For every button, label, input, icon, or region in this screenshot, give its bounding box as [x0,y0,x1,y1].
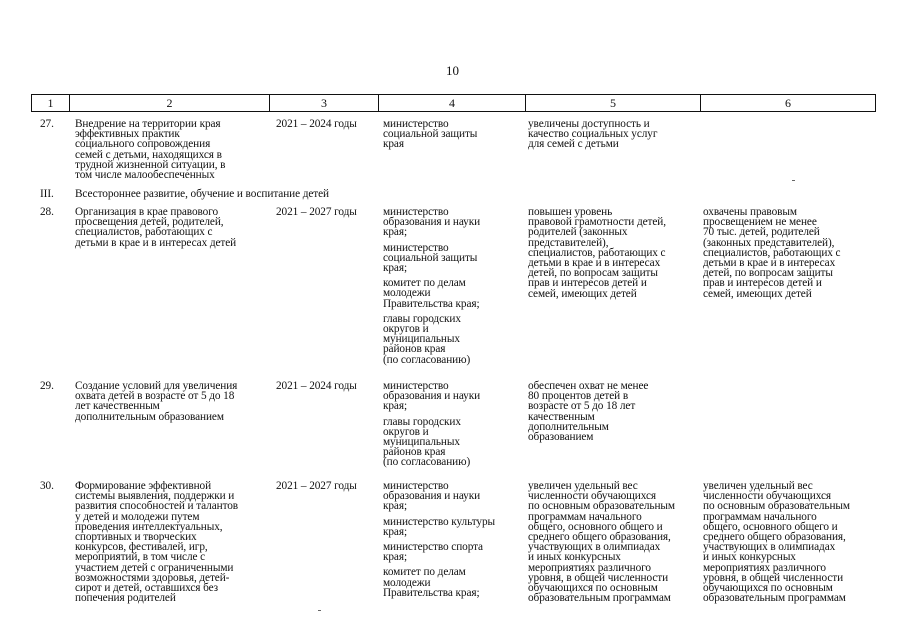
executor-entry: комитет по делам молодежи Правительства края; [383,566,480,599]
row-30-indicator: увеличен удельный вес численности обучающихся по основным образовательным программам начального общего, основного общего и среднего общего образования, участвующих в олимпиадах и иных конкурсных мероприятиях различного уровня, в общей численности обучающихся по основным образовательным программам [703,480,850,605]
page-number: 10 [446,63,459,78]
executor-entry: министерство образования и науки края; [383,206,481,239]
row-29-period: 2021 – 2024 годы [276,380,357,392]
executor-entry: министерство образования и науки края; [383,380,481,413]
row-29-result: обеспечен охват не менее 80 процентов детей в возрасте от 5 до 18 лет качественным дополнительным образованием [528,380,649,444]
row-29-number: 29. [40,380,54,392]
executor-entry: главы городских округов и муниципальных районов края (по согласованию) [383,415,471,469]
row-28-executors [383,207,480,370]
row-30-result: увеличен удельный вес численности обучающихся по основным образовательным программам начального общего, основного общего и среднего общего образования, участвующих в олимпиадах и иных конкурсных мероприятиях различного уровня, в общей численности обучающихся по основным образовательным программам [528,480,675,605]
header-col-5: 5 [526,95,701,111]
executor-entry: министерство культуры края; [383,515,495,538]
row-29-title: Создание условий для увеличения охвата детей в возрасте от 5 до 18 лет качественным дополнительным образованием [75,380,238,423]
section-3-title: Всестороннее развитие, обучение и воспитание детей [75,188,330,200]
row-27-number: 27. [40,118,54,130]
section-3-number: III. [40,188,54,200]
executor-entry: министерство социальной защиты края [383,118,478,151]
row-28-indicator: охвачены правовым просвещением не менее 70 тыс. детей, родителей (законных представителей), специалистов, работающих с детьми в крае и в интересах детей, по вопросам защиты прав и интересов детей и семей, имеющих детей [703,206,841,300]
executor-entry: комитет по делам молодежи Правительства края; [383,277,480,310]
table-header-row [31,94,876,112]
row-28-period: 2021 – 2027 годы [276,206,357,218]
header-col-1: 1 [32,95,70,111]
header-col-2: 2 [70,95,270,111]
row-27-executors [383,119,477,155]
row-27-period: 2021 – 2024 годы [276,118,357,130]
header-col-4: 4 [379,95,526,111]
scan-speck [792,180,795,181]
scan-speck [318,610,321,611]
row-27-title: Внедрение на территории края эффективных практик социального сопровождения семей с детьми, находящихся в трудной жизненной ситуации, в том числе малообеспеченных [75,118,226,182]
row-27-result: увеличены доступность и качество социальных услуг для семей с детьми [528,118,658,151]
row-30-executors [383,481,495,603]
row-30-number: 30. [40,480,54,492]
row-30-period: 2021 – 2027 годы [276,480,357,492]
row-30-title: Формирование эффективной системы выявления, поддержки и развития способностей и талантов у детей и молодежи путем проведения интеллектуальных, спортивных и творческих конкурсов, фестивалей, игр, мероприятий, в том числе с участием детей с ограниченными возможностями здоровья, детей- сирот и детей, оставшихся без попечения родителей [75,480,239,605]
row-29-executors [383,381,480,473]
executor-entry: главы городских округов и муниципальных районов края (по согласованию) [383,312,471,366]
header-col-6: 6 [785,96,791,110]
header-col-3: 3 [270,95,379,111]
executor-entry: министерство образования и науки края; [383,480,481,513]
row-28-number: 28. [40,206,54,218]
row-28-result: повышен уровень правовой грамотности детей, родителей (законных представителей), специалистов, работающих с детьми в крае и в интересах детей, по вопросам защиты прав и интересов детей и семей, имеющих детей [528,206,666,300]
executor-entry: министерство спорта края; [383,541,483,564]
row-28-title: Организация в крае правового просвещения детей, родителей, специалистов, работающих с детьми в крае и в интересах детей [75,206,237,249]
executor-entry: министерство социальной защиты края; [383,241,478,275]
